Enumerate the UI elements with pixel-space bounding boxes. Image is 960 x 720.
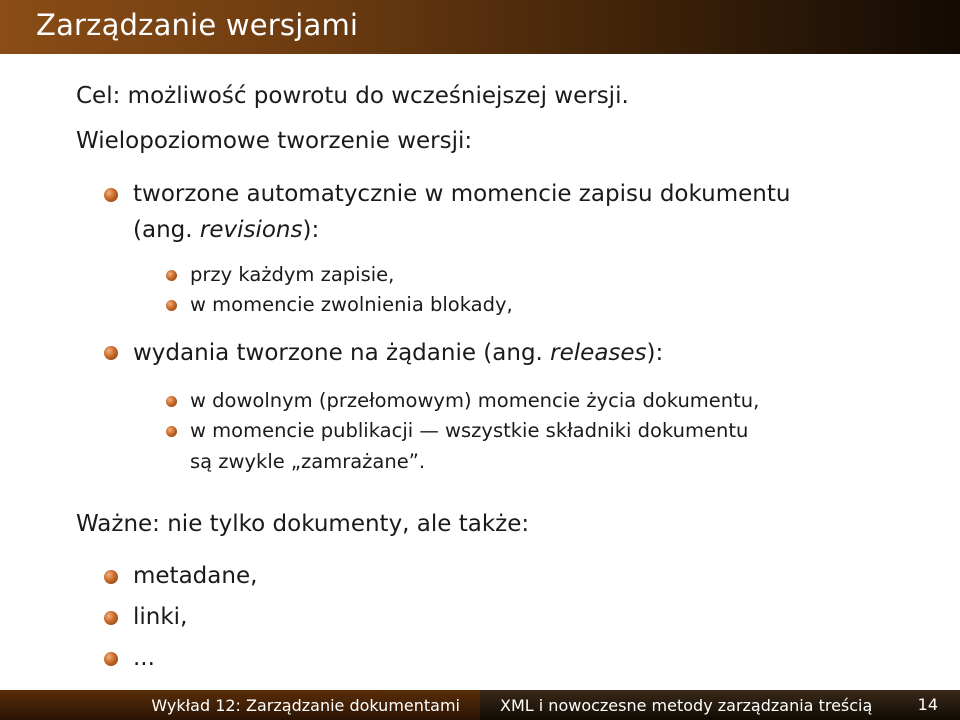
releases-prefix: wydania tworzone na żądanie (ang. [133,340,551,366]
slide-footer [0,690,960,720]
page-number: 14 [917,695,938,714]
footer-lecture-title [0,690,480,720]
revisions-prefix: (ang. [133,217,200,243]
bullet-icon [104,188,118,202]
revisions-text-line2 [133,216,319,244]
important-item: metadane, [133,563,258,589]
slide-title: Zarządzanie wersjami [36,8,359,42]
revisions-sub-item: przy każdym zapisie, [190,263,395,286]
footer-right-text: XML i nowoczesne metody zarządzania treścią [500,695,873,715]
releases-text [133,339,663,367]
releases-term: releases [550,340,647,366]
bullet-icon [104,570,118,584]
multilevel-heading: Wielopoziomowe tworzenie wersji: [76,128,473,154]
releases-sub-item-continuation: są zwykle „zamrażane”. [190,450,426,473]
revisions-text-line1: tworzone automatycznie w momencie zapisu dokumentu [133,181,791,207]
bullet-icon [104,346,118,360]
important-item: ... [133,645,155,671]
bullet-icon [104,611,118,625]
important-heading: Ważne: nie tylko dokumenty, ale także: [76,511,530,537]
goal-text: Cel: możliwość powrotu do wcześniejszej wersji. [76,83,629,109]
sub-bullet-icon [166,396,177,407]
important-item: linki, [133,604,188,630]
sub-bullet-icon [166,270,177,281]
revisions-suffix: ): [302,217,320,243]
footer-course-title [480,690,960,720]
bullet-icon [104,652,118,666]
revisions-sub-item: w momencie zwolnienia blokady, [190,293,513,316]
sub-bullet-icon [166,426,177,437]
releases-suffix: ): [646,340,664,366]
sub-bullet-icon [166,300,177,311]
revisions-term: revisions [199,217,303,243]
footer-left-text: Wykład 12: Zarządzanie dokumentami [151,695,460,715]
releases-sub-item: w dowolnym (przełomowym) momencie życia dokumentu, [190,389,760,412]
releases-sub-item: w momencie publikacji — wszystkie składniki dokumentu [190,419,749,442]
